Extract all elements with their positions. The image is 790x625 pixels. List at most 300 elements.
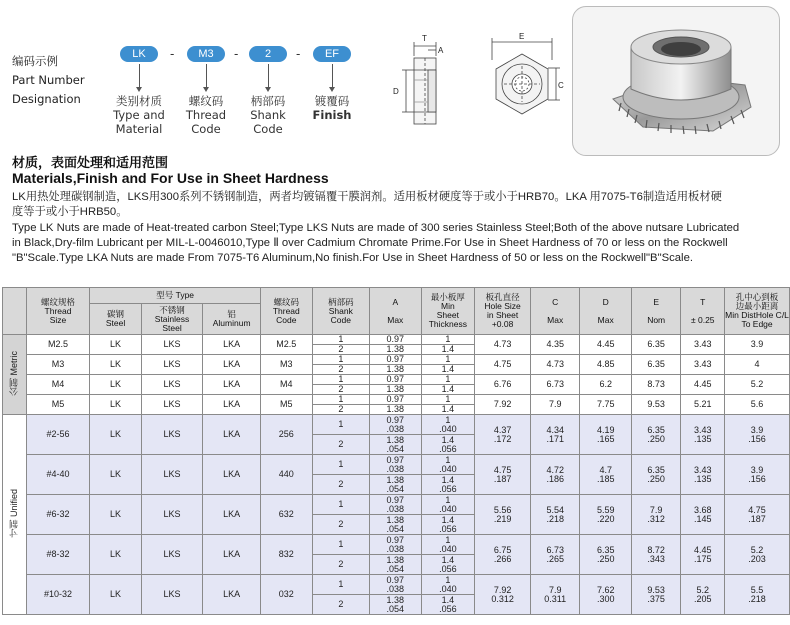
cell-sheet-in: .040 — [439, 423, 457, 434]
cell-e-mm: 8.72 — [647, 544, 665, 555]
cell-t: 3.43 — [681, 355, 725, 375]
spec-table-body — [3, 335, 790, 615]
cell-a: 1.38 — [370, 365, 421, 375]
cell-lk: LK — [90, 495, 141, 535]
table-row — [3, 575, 790, 595]
header-d-l2: Max — [597, 314, 614, 325]
cell-shank: 2 — [312, 405, 369, 415]
cell-a-in: .054 — [386, 523, 405, 534]
cell-sheet — [421, 455, 475, 475]
cell-hole-in: 0.312 — [491, 593, 514, 604]
cell-d-in: .220 — [596, 513, 615, 524]
cell-edge-mm: 4.75 — [748, 504, 766, 515]
desc-finish — [292, 94, 372, 122]
cell-shank: 1 — [312, 335, 369, 345]
cell-hole: 7.92 — [475, 395, 531, 415]
cell-lks: LKS — [141, 575, 203, 615]
cell-a — [370, 575, 421, 595]
cell-sheet-mm: 1.4 — [441, 594, 455, 605]
cell-lks: LKS — [141, 535, 203, 575]
para-en-3: "B"Scale.Type LKA Nuts are made From 7075-T6 Aluminum,No finish.For Use in Sheet Hardness of 50 or less on the Rockwell"B"Scale. — [12, 252, 693, 264]
cell-edge — [725, 535, 790, 575]
separator-1: - — [170, 46, 175, 61]
header-thread-code-en1: Thread — [272, 305, 300, 316]
cell-lks: LKS — [141, 335, 203, 355]
cell-a-in: .038 — [386, 463, 405, 474]
cell-e — [631, 575, 680, 615]
cell-t-mm: 3.43 — [693, 464, 712, 475]
header-a — [370, 288, 421, 335]
cell-a — [370, 455, 421, 475]
corner-cell — [3, 288, 27, 335]
header-aluminum-cn: 铝 — [227, 309, 236, 319]
desc-type-cn: 类别材质 — [116, 94, 162, 108]
table-row — [3, 495, 790, 515]
cell-c-in: .265 — [546, 553, 564, 564]
cell-e — [631, 535, 680, 575]
cell-edge: 5.6 — [725, 395, 790, 415]
cell-hole — [475, 575, 531, 615]
cell-shank: 2 — [312, 555, 369, 575]
header-steel — [90, 304, 141, 335]
cell-d — [580, 495, 631, 535]
cell-size: #10-32 — [26, 575, 90, 615]
metric-side-label — [3, 335, 27, 415]
cell-e-mm: 7.9 — [649, 504, 663, 515]
cell-c-mm: 6.73 — [546, 544, 564, 555]
code-pill-type: LK — [120, 46, 158, 62]
cell-sheet: 1 — [421, 395, 475, 405]
header-edge-en1: Min DistHole C/L — [725, 310, 789, 320]
cell-t-in: .135 — [693, 433, 712, 444]
cell-shank: 1 — [312, 575, 369, 595]
cell-sheet-mm: 1.4 — [441, 514, 455, 525]
cell-lks: LKS — [141, 455, 203, 495]
cell-edge — [725, 575, 790, 615]
cell-d-mm: 6.35 — [596, 544, 615, 555]
cell-lk: LK — [90, 575, 141, 615]
cell-hole — [475, 535, 531, 575]
cell-lka: LKA — [203, 355, 261, 375]
cell-c — [530, 495, 580, 535]
cell-c: 4.73 — [530, 355, 580, 375]
cell-shank: 1 — [312, 535, 369, 555]
cell-d — [580, 575, 631, 615]
cell-t-mm: 3.43 — [693, 424, 712, 435]
cell-hole-in: .172 — [493, 433, 512, 444]
cell-sheet — [421, 475, 475, 495]
cell-lka: LKA — [203, 415, 261, 455]
cell-a: 1.38 — [370, 385, 421, 395]
desc-thread-en2: Code — [191, 122, 221, 136]
cell-lk: LK — [90, 455, 141, 495]
cell-hole-mm: 6.75 — [493, 544, 512, 555]
cell-a — [370, 475, 421, 495]
arrow-finish — [332, 64, 333, 88]
cell-lk: LK — [90, 395, 141, 415]
table-row — [3, 335, 790, 345]
cell-e: 9.53 — [631, 395, 680, 415]
cell-t — [681, 575, 725, 615]
section-title-en: Materials,Finish and For Use in Sheet Hardness — [12, 170, 329, 186]
cell-sheet-mm: 1 — [445, 494, 451, 505]
cell-c: 7.9 — [530, 395, 580, 415]
dim-label-t: T — [422, 34, 427, 43]
header-d-l1: D — [602, 296, 609, 307]
header-steel-en: Steel — [105, 318, 126, 328]
cell-sheet-in: .056 — [439, 443, 457, 454]
cell-t — [681, 495, 725, 535]
cell-sheet-in: .056 — [439, 523, 457, 534]
header-min-sheet-en1: Min — [441, 301, 455, 311]
cell-sheet — [421, 435, 475, 455]
cell-t: 3.43 — [681, 335, 725, 355]
cell-edge-mm: 3.9 — [750, 424, 764, 435]
cell-sheet: 1 — [421, 335, 475, 345]
cell-c — [530, 455, 580, 495]
header-d — [580, 288, 631, 335]
cell-size: #8-32 — [26, 535, 90, 575]
cell-shank: 2 — [312, 475, 369, 495]
desc-type-en1: Type and — [113, 108, 165, 122]
header-t — [681, 288, 725, 335]
header-thread-size-en1: Thread — [44, 305, 72, 316]
cell-sheet — [421, 415, 475, 435]
cell-shank: 1 — [312, 375, 369, 385]
cell-code: 832 — [260, 535, 312, 575]
cell-c-in: .186 — [546, 473, 564, 484]
cell-c-in: .218 — [546, 513, 564, 524]
header-min-sheet — [421, 288, 475, 335]
cell-code: 632 — [260, 495, 312, 535]
cell-lka: LKA — [203, 495, 261, 535]
unified-side-text: 寸制 Unified — [8, 489, 19, 538]
dim-label-c: C — [558, 81, 564, 90]
cell-lks: LKS — [141, 395, 203, 415]
cell-code: 256 — [260, 415, 312, 455]
cell-a — [370, 415, 421, 435]
cell-lka: LKA — [203, 455, 261, 495]
separator-3: - — [296, 46, 301, 61]
designation-label — [12, 52, 85, 109]
cell-a: 1.38 — [370, 345, 421, 355]
cell-code: M3 — [260, 355, 312, 375]
desc-shank-cn: 柄部码 — [250, 94, 286, 108]
cell-e: 8.73 — [631, 375, 680, 395]
cell-hole-mm: 4.75 — [493, 464, 512, 475]
cell-d-in: .250 — [596, 553, 615, 564]
cell-c-mm: 4.34 — [546, 424, 564, 435]
cell-a — [370, 515, 421, 535]
cell-hole: 4.75 — [475, 355, 531, 375]
cell-t-in: .135 — [693, 473, 712, 484]
dim-label-e: E — [519, 32, 525, 41]
header-shank-code — [312, 288, 369, 335]
cell-a — [370, 595, 421, 615]
cell-c-in: 0.311 — [544, 593, 567, 604]
cell-shank: 1 — [312, 395, 369, 405]
cell-a — [370, 435, 421, 455]
header-t-l2: ± 0.25 — [690, 314, 715, 325]
cell-a-in: .038 — [386, 583, 405, 594]
cell-hole: 4.73 — [475, 335, 531, 355]
para-cn-1: LK用热处理碳钢制造，LKS用300系列不锈钢制造，两者均镀镉覆干膜润剂。适用板材硬度等于或小于HRB70。LKA 用7075-T6制造适用板材硬 — [12, 191, 722, 203]
cell-t-in: .205 — [693, 593, 712, 604]
cell-hole-in: .266 — [493, 553, 512, 564]
table-row — [3, 535, 790, 555]
header-min-sheet-en3: Thickness — [428, 319, 467, 329]
cell-a-mm: 0.97 — [386, 494, 405, 505]
cell-t — [681, 455, 725, 495]
desc-finish-cn: 镀覆码 — [314, 94, 350, 108]
header-aluminum-en: Aluminum — [212, 318, 251, 328]
cell-t — [681, 535, 725, 575]
para-en-2: in Black,Dry-film Lubricant per MIL-L-0046010,Type Ⅱ over Cadmium Chromate Prime.For Use in Sheet Hardness of 70 or less on the Rockwell — [12, 237, 728, 249]
product-photo — [572, 6, 780, 156]
cell-a: 0.97 — [370, 395, 421, 405]
cell-sheet: 1 — [421, 375, 475, 385]
cell-a: 1.38 — [370, 405, 421, 415]
cell-edge — [725, 495, 790, 535]
cell-a-mm: 1.38 — [386, 514, 405, 525]
cell-lka: LKA — [203, 395, 261, 415]
header-min-sheet-en2: Sheet — [436, 310, 459, 320]
header-shank-code-en2: Code — [330, 314, 351, 325]
header-aluminum — [203, 304, 261, 335]
cell-a-mm: 1.38 — [386, 554, 405, 565]
separator-2: - — [234, 46, 239, 61]
desc-shank-en2: Code — [253, 122, 283, 136]
header-edge — [725, 288, 790, 335]
header-thread-size-en2: Size — [49, 314, 67, 325]
desc-finish-en1: Finish — [312, 108, 352, 122]
cell-a-in: .038 — [386, 503, 405, 514]
cell-e: 6.35 — [631, 335, 680, 355]
arrow-shank — [268, 64, 269, 88]
cell-sheet-mm: 1.4 — [441, 474, 455, 485]
cell-shank: 2 — [312, 385, 369, 395]
cell-edge-mm: 3.9 — [750, 464, 764, 475]
cell-sheet: 1.4 — [421, 365, 475, 375]
table-row — [3, 375, 790, 385]
table-row — [3, 395, 790, 405]
cell-lka: LKA — [203, 535, 261, 575]
cell-shank: 2 — [312, 595, 369, 615]
cell-lka: LKA — [203, 335, 261, 355]
arrow-thread — [206, 64, 207, 88]
cell-size: M3 — [26, 355, 90, 375]
cell-c-mm: 4.72 — [546, 464, 564, 475]
arrow-type — [139, 64, 140, 88]
cell-sheet: 1.4 — [421, 405, 475, 415]
header-e-l1: E — [653, 296, 659, 307]
header-stainless-en1: Stainless — [154, 313, 190, 324]
cell-sheet-mm: 1 — [445, 454, 451, 465]
cell-e — [631, 415, 680, 455]
header-thread-size-cn: 螺纹规格 — [41, 296, 76, 307]
code-pill-finish: EF — [313, 46, 351, 62]
designation-label-en-1: Part Number — [12, 73, 85, 87]
cell-t-in: .145 — [693, 513, 712, 524]
cell-size: M5 — [26, 395, 90, 415]
para-cn-2: 度等于或小于HRB50。 — [12, 206, 128, 218]
header-shank-code-en1: Shank — [328, 305, 353, 316]
cell-d-mm: 4.7 — [599, 464, 612, 475]
cell-t: 5.21 — [681, 395, 725, 415]
cell-e: 6.35 — [631, 355, 680, 375]
cell-c-in: .171 — [546, 433, 564, 444]
cell-sheet-mm: 1 — [445, 414, 451, 425]
cell-code: 032 — [260, 575, 312, 615]
cell-a-in: .054 — [386, 563, 405, 574]
cell-a-in: .054 — [386, 603, 405, 614]
table-row — [3, 455, 790, 475]
cell-c — [530, 535, 580, 575]
header-c-l2: Max — [547, 314, 564, 325]
cell-shank: 2 — [312, 435, 369, 455]
cell-edge-in: .218 — [748, 593, 766, 604]
header-thread-size — [26, 288, 90, 335]
nut-illustration — [573, 7, 780, 156]
cell-a-mm: 1.38 — [386, 434, 405, 445]
cell-e — [631, 495, 680, 535]
cell-e-mm: 9.53 — [647, 584, 665, 595]
cell-lka: LKA — [203, 575, 261, 615]
header-a-l1: A — [392, 296, 399, 307]
cell-sheet — [421, 575, 475, 595]
cell-sheet — [421, 555, 475, 575]
cell-e-mm: 6.35 — [647, 424, 665, 435]
cell-sheet-in: .056 — [439, 483, 457, 494]
cell-t — [681, 415, 725, 455]
cell-hole-in: .187 — [493, 473, 512, 484]
cell-sheet — [421, 595, 475, 615]
cell-a: 0.97 — [370, 375, 421, 385]
cell-a-mm: 0.97 — [386, 574, 405, 585]
cell-t-in: .175 — [693, 553, 712, 564]
desc-shank-en1: Shank — [250, 108, 286, 122]
cell-shank: 2 — [312, 515, 369, 535]
header-shank-code-cn: 柄部码 — [328, 296, 354, 307]
cell-d-in: .300 — [596, 593, 615, 604]
cell-sheet-in: .040 — [439, 503, 457, 514]
cell-e-in: .250 — [647, 473, 665, 484]
side-view-drawing — [384, 30, 460, 140]
hex-view-drawing — [478, 32, 566, 142]
cell-d: 4.45 — [580, 335, 631, 355]
cell-a-mm: 0.97 — [386, 534, 405, 545]
header-edge-cn: 孔中心到板 — [735, 292, 779, 302]
cell-a-in: .038 — [386, 423, 405, 434]
cell-lk: LK — [90, 335, 141, 355]
cell-edge-in: .203 — [748, 553, 766, 564]
header-edge-cn2: 边最小距离 — [735, 301, 779, 311]
para-en-1: Type LK Nuts are made of Heat-treated carbon Steel;Type LKS Nuts are made of 300 series Stainless Steel;Both of the above nutsare Lubricated — [12, 222, 740, 234]
cell-shank: 1 — [312, 355, 369, 365]
cell-a: 0.97 — [370, 355, 421, 365]
cell-edge: 5.2 — [725, 375, 790, 395]
cell-lks: LKS — [141, 415, 203, 455]
cell-sheet — [421, 535, 475, 555]
header-hole-en2: in Sheet — [486, 310, 519, 320]
cell-d — [580, 535, 631, 575]
cell-lks: LKS — [141, 375, 203, 395]
cell-sheet-mm: 1 — [445, 534, 451, 545]
cell-a-in: .038 — [386, 543, 405, 554]
cell-lks: LKS — [141, 355, 203, 375]
table-row — [3, 355, 790, 365]
header-thread-code-cn: 螺纹码 — [273, 296, 300, 307]
header-c — [530, 288, 580, 335]
cell-d-mm: 7.62 — [596, 584, 615, 595]
cell-code: 440 — [260, 455, 312, 495]
cell-a-mm: 1.38 — [386, 594, 405, 605]
cell-c-mm: 5.54 — [546, 504, 564, 515]
cell-t-mm: 5.2 — [696, 584, 709, 595]
cell-size: #4-40 — [26, 455, 90, 495]
cell-edge-in: .187 — [748, 513, 766, 524]
header-edge-en2: To Edge — [741, 319, 773, 329]
cell-a — [370, 535, 421, 555]
cell-sheet-in: .040 — [439, 543, 457, 554]
cell-a-in: .054 — [386, 483, 405, 494]
header-stainless-cn: 不锈钢 — [159, 304, 185, 315]
cell-t: 4.45 — [681, 375, 725, 395]
cell-edge — [725, 455, 790, 495]
cell-hole: 6.76 — [475, 375, 531, 395]
code-pill-thread: M3 — [187, 46, 225, 62]
cell-edge-in: .156 — [748, 473, 766, 484]
cell-shank: 2 — [312, 345, 369, 355]
cell-edge: 3.9 — [725, 335, 790, 355]
cell-d-mm: 5.59 — [596, 504, 615, 515]
cell-e-mm: 6.35 — [647, 464, 665, 475]
cell-lka: LKA — [203, 375, 261, 395]
cell-a-mm: 1.38 — [386, 474, 405, 485]
cell-edge-mm: 5.5 — [750, 584, 764, 595]
cell-size: #6-32 — [26, 495, 90, 535]
desc-type-en2: Material — [115, 122, 163, 136]
cell-lk: LK — [90, 355, 141, 375]
cell-e-in: .343 — [647, 553, 665, 564]
header-a-l2: Max — [387, 314, 404, 325]
header-stainless-en2: Steel — [162, 322, 182, 333]
cell-code: M4 — [260, 375, 312, 395]
spec-table — [2, 287, 790, 615]
cell-e-in: .250 — [647, 433, 665, 444]
designation-label-en-2: Designation — [12, 92, 81, 106]
cell-sheet — [421, 515, 475, 535]
header-hole-cn: 板孔直径 — [485, 292, 520, 302]
cell-c-mm: 7.9 — [548, 584, 562, 595]
cell-hole-in: .219 — [493, 513, 512, 524]
header-stainless — [141, 304, 203, 335]
header-hole-en1: Hole Size — [484, 301, 521, 311]
header-e-l2: Nom — [647, 314, 666, 325]
cell-code: M5 — [260, 395, 312, 415]
header-e — [631, 288, 680, 335]
cell-d-in: .185 — [596, 473, 615, 484]
cell-sheet-mm: 1.4 — [441, 434, 455, 445]
cell-lk: LK — [90, 375, 141, 395]
section-title-cn: 材质，表面处理和适用范围 — [12, 156, 169, 171]
cell-d: 6.2 — [580, 375, 631, 395]
cell-e-in: .312 — [647, 513, 665, 524]
cell-hole-mm: 4.37 — [493, 424, 512, 435]
cell-edge-mm: 5.2 — [750, 544, 764, 555]
cell-c — [530, 415, 580, 455]
cell-t-mm: 4.45 — [693, 544, 712, 555]
